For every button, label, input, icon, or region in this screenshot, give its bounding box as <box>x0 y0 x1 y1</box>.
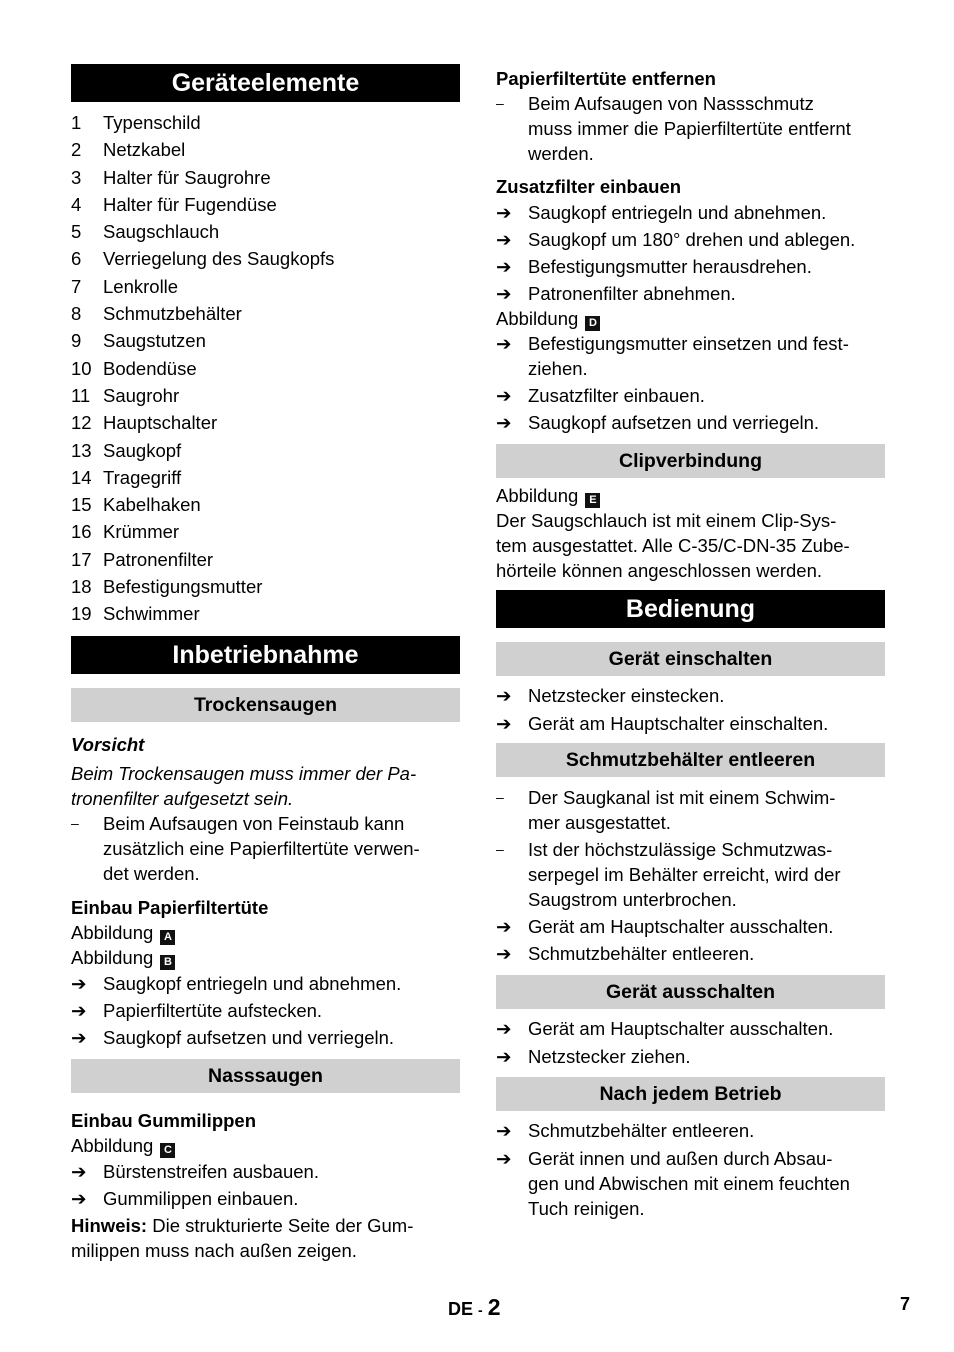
part-number: 15 <box>71 494 92 516</box>
step-text <box>528 331 849 381</box>
part-list-item <box>71 546 460 573</box>
step-item <box>496 941 885 966</box>
step-item <box>496 281 885 306</box>
arrow-icon: ➔ <box>496 685 512 706</box>
arrow-icon: ➔ <box>71 999 87 1021</box>
part-number: 12 <box>71 412 92 434</box>
step-text: Schmutzbehälter entleeren. <box>528 943 755 964</box>
dash-marker: – <box>71 814 79 831</box>
part-label: Halter für Fugendüse <box>103 193 277 215</box>
arrow-icon: ➔ <box>71 1026 87 1048</box>
part-number: 16 <box>71 521 92 543</box>
dash-text <box>528 91 851 166</box>
heading-geraet-ausschalten: Gerät ausschalten <box>496 975 885 1009</box>
part-list-item <box>71 191 460 218</box>
step-item <box>496 711 885 736</box>
text-line: Saugstrom unterbrochen. <box>528 889 737 910</box>
text-line: zusätzlich eine Papierfiltertüte verwen- <box>103 837 420 859</box>
step-text: Saugkopf aufsetzen und verriegeln. <box>528 412 820 433</box>
part-number: 1 <box>71 112 82 133</box>
text-line: serpegel im Behälter erreicht, wird der <box>528 864 841 885</box>
heading-einbau-papierfiltertuete: Einbau Papierfiltertüte <box>71 896 269 918</box>
part-label: Hauptschalter <box>103 412 218 434</box>
step-text: Gerät am Hauptschalter ausschalten. <box>528 1018 834 1039</box>
text-line: Befestigungsmutter einsetzen und fest- <box>528 333 849 354</box>
part-label: Verriegelung des Saugkopfs <box>103 248 335 270</box>
part-list-item <box>71 491 460 518</box>
dash-item-saugkanal <box>496 785 885 835</box>
step-text: Saugkopf aufsetzen und verriegeln. <box>103 1026 395 1048</box>
arrow-icon: ➔ <box>496 283 512 304</box>
step-item <box>71 998 460 1023</box>
step-text: Patronenfilter abnehmen. <box>528 283 736 304</box>
part-list-item <box>71 382 460 409</box>
dash-item-pegel <box>496 837 885 912</box>
step-item <box>496 254 885 279</box>
note-text: Die strukturierte Seite der Gum- <box>147 1214 414 1236</box>
heading-trockensaugen: Trockensaugen <box>71 688 460 722</box>
arrow-icon: ➔ <box>71 1187 87 1209</box>
step-text: Bürstenstreifen ausbauen. <box>103 1160 319 1182</box>
part-list-item <box>71 573 460 600</box>
part-label: Schwimmer <box>103 603 200 625</box>
part-number: 8 <box>71 303 82 325</box>
part-label: Lenkrolle <box>103 275 179 297</box>
arrow-icon: ➔ <box>496 333 512 354</box>
note-line <box>71 1213 460 1238</box>
part-list-item <box>71 136 460 163</box>
step-item <box>71 971 460 996</box>
part-label: Bodendüse <box>103 357 197 379</box>
text-line: muss immer die Papierfiltertüte entfernt <box>528 118 851 139</box>
step-item <box>496 914 885 939</box>
figure-c-icon: C <box>160 1143 175 1158</box>
step-item <box>496 331 885 381</box>
arrow-icon: ➔ <box>496 256 512 277</box>
footer-page-number: 7 <box>900 1294 911 1314</box>
part-list-item <box>71 355 460 382</box>
step-item <box>496 410 885 435</box>
arrow-icon: ➔ <box>496 1018 512 1039</box>
text-line: Der Saugschlauch ist mit einem Clip-Sys- <box>496 510 837 531</box>
figure-b-icon: B <box>160 955 175 970</box>
part-number: 6 <box>71 248 82 270</box>
step-item <box>496 1146 885 1221</box>
part-list-item <box>71 218 460 245</box>
text-line: Gerät innen und außen durch Absau- <box>528 1148 833 1169</box>
step-text: Gerät am Hauptschalter ausschalten. <box>528 916 834 937</box>
heading-geraet-einschalten: Gerät einschalten <box>496 642 885 676</box>
part-label: Saugkopf <box>103 439 182 461</box>
figure-label: Abbildung <box>496 485 579 506</box>
text-line: mer ausgestattet. <box>528 812 671 833</box>
part-label: Typenschild <box>103 112 201 133</box>
heading-papierfiltertuete-entfernen: Papierfiltertüte entfernen <box>496 68 716 89</box>
part-label: Tragegriff <box>103 466 182 488</box>
step-text: Zusatzfilter einbauen. <box>528 385 705 406</box>
arrow-icon: ➔ <box>496 1120 512 1141</box>
step-item <box>71 1159 460 1184</box>
step-item <box>496 1044 885 1069</box>
text-line: det werden. <box>103 862 200 884</box>
part-list-item <box>71 464 460 491</box>
part-number: 19 <box>71 603 92 625</box>
footer-separator: - <box>478 1302 483 1318</box>
part-list-item <box>71 164 460 191</box>
part-list-item <box>71 109 460 136</box>
text-line: Beim Aufsaugen von Feinstaub kann <box>103 812 405 834</box>
step-text: Gummilippen einbauen. <box>103 1187 299 1209</box>
figure-label: Abbildung <box>496 308 579 329</box>
footer-lang: DE <box>448 1299 474 1319</box>
arrow-icon: ➔ <box>496 202 512 223</box>
dash-item-feinstaub <box>71 811 460 886</box>
clip-paragraph <box>496 508 885 583</box>
part-number: 10 <box>71 357 92 379</box>
part-list-item <box>71 245 460 272</box>
figure-reference-d <box>496 306 885 331</box>
step-item <box>496 227 885 252</box>
right-column <box>496 66 885 1221</box>
part-label: Befestigungsmutter <box>103 576 263 598</box>
part-number: 18 <box>71 576 92 598</box>
step-item <box>496 200 885 225</box>
step-text: Saugkopf entriegeln und abnehmen. <box>103 972 402 994</box>
step-item <box>496 383 885 408</box>
step-text: Netzstecker einstecken. <box>528 685 725 706</box>
heading-einbau-gummilippen: Einbau Gummilippen <box>71 1109 257 1131</box>
part-number: 3 <box>71 166 82 188</box>
part-number: 7 <box>71 275 82 297</box>
text-line: hörteile können angeschlossen werden. <box>496 560 823 581</box>
caution-line: tronenfilter aufgesetzt sein. <box>71 787 294 809</box>
caution-text <box>71 761 460 811</box>
figure-reference-c <box>71 1133 460 1158</box>
figure-d-icon: D <box>585 316 600 331</box>
footer-page-label <box>448 1294 501 1321</box>
part-label: Halter für Saugrohre <box>103 166 271 188</box>
text-line: Ist der höchstzulässige Schmutzwas- <box>528 839 833 860</box>
step-text: Befestigungsmutter herausdrehen. <box>528 256 812 277</box>
part-number: 9 <box>71 330 82 352</box>
figure-a-icon: A <box>160 930 175 945</box>
heading-nasssaugen: Nasssaugen <box>71 1059 460 1093</box>
part-list-item <box>71 600 460 627</box>
heading-geraeteelemente: Geräteelemente <box>71 64 460 102</box>
step-text: Netzstecker ziehen. <box>528 1046 691 1067</box>
step-item <box>496 1016 885 1041</box>
figure-e-icon: E <box>585 493 600 508</box>
dash-marker: – <box>496 841 504 857</box>
part-label: Schmutzbehälter <box>103 303 242 325</box>
arrow-icon: ➔ <box>496 1148 512 1169</box>
part-label: Kabelhaken <box>103 494 201 516</box>
part-label: Netzkabel <box>103 139 186 161</box>
step-text: Gerät am Hauptschalter einschalten. <box>528 713 829 734</box>
part-number: 11 <box>71 384 91 406</box>
caution-label: Vorsicht <box>71 733 145 755</box>
part-number: 14 <box>71 466 92 488</box>
part-label: Saugstutzen <box>103 330 206 352</box>
part-number: 13 <box>71 439 92 461</box>
note-paragraph <box>71 1213 460 1263</box>
part-label: Krümmer <box>103 521 180 543</box>
arrow-icon: ➔ <box>71 1160 87 1182</box>
part-list-item <box>71 273 460 300</box>
part-number: 2 <box>71 139 82 161</box>
text-line: ziehen. <box>528 358 588 379</box>
figure-reference-e <box>496 483 885 508</box>
text-line: Beim Aufsaugen von Nassschmutz <box>528 93 814 114</box>
heading-clipverbindung: Clipverbindung <box>496 444 885 478</box>
step-text: Saugkopf entriegeln und abnehmen. <box>528 202 827 223</box>
heading-inbetriebnahme: Inbetriebnahme <box>71 636 460 674</box>
part-list-item <box>71 518 460 545</box>
figure-label: Abbildung <box>71 946 154 968</box>
part-label: Patronenfilter <box>103 548 214 570</box>
dash-text <box>528 837 841 912</box>
dash-text <box>103 811 420 886</box>
text-line: gen und Abwischen mit einem feuchten <box>528 1173 850 1194</box>
heading-bedienung: Bedienung <box>496 590 885 628</box>
arrow-icon: ➔ <box>496 385 512 406</box>
figure-label: Abbildung <box>71 921 154 943</box>
footer-section-page: 2 <box>487 1294 501 1320</box>
step-text: Papierfiltertüte aufstecken. <box>103 999 323 1021</box>
caution-line: Beim Trockensaugen muss immer der Pa- <box>71 762 417 784</box>
step-text <box>528 1146 850 1221</box>
step-item <box>496 1118 885 1143</box>
step-item <box>71 1025 460 1050</box>
heading-schmutzbehaelter-entleeren: Schmutzbehälter entleeren <box>496 743 885 777</box>
dash-item-nassschmutz <box>496 91 885 166</box>
note-line: milippen muss nach außen zeigen. <box>71 1239 357 1261</box>
figure-reference-a <box>71 920 460 945</box>
figure-label: Abbildung <box>71 1134 154 1156</box>
arrow-icon: ➔ <box>71 972 87 994</box>
figure-reference-b <box>71 945 460 970</box>
arrow-icon: ➔ <box>496 916 512 937</box>
arrow-icon: ➔ <box>496 229 512 250</box>
part-number: 4 <box>71 193 82 215</box>
heading-nach-jedem-betrieb: Nach jedem Betrieb <box>496 1077 885 1111</box>
part-number: 17 <box>71 548 92 570</box>
step-text: Saugkopf um 180° drehen und ablegen. <box>528 229 856 250</box>
part-list-item <box>71 300 460 327</box>
step-text: Schmutzbehälter entleeren. <box>528 1120 755 1141</box>
arrow-icon: ➔ <box>496 943 512 964</box>
part-list-item <box>71 409 460 436</box>
arrow-icon: ➔ <box>496 713 512 734</box>
text-line: Der Saugkanal ist mit einem Schwim- <box>528 787 836 808</box>
heading-zusatzfilter-einbauen: Zusatzfilter einbauen <box>496 176 682 197</box>
arrow-icon: ➔ <box>496 1046 512 1067</box>
dash-text <box>528 785 835 835</box>
part-list-item <box>71 437 460 464</box>
step-item <box>496 683 885 708</box>
step-item <box>71 1186 460 1211</box>
note-label: Hinweis: <box>71 1214 148 1236</box>
dash-marker: – <box>496 95 504 111</box>
arrow-icon: ➔ <box>496 412 512 433</box>
part-number: 5 <box>71 221 82 243</box>
text-line: werden. <box>528 143 594 164</box>
left-column <box>71 64 460 1263</box>
text-line: Tuch reinigen. <box>528 1198 645 1219</box>
parts-list <box>71 109 460 628</box>
part-list-item <box>71 327 460 354</box>
dash-marker: – <box>496 789 504 805</box>
part-label: Saugschlauch <box>103 221 220 243</box>
part-label: Saugrohr <box>103 384 180 406</box>
text-line: tem ausgestattet. Alle C-35/C-DN-35 Zube- <box>496 535 850 556</box>
